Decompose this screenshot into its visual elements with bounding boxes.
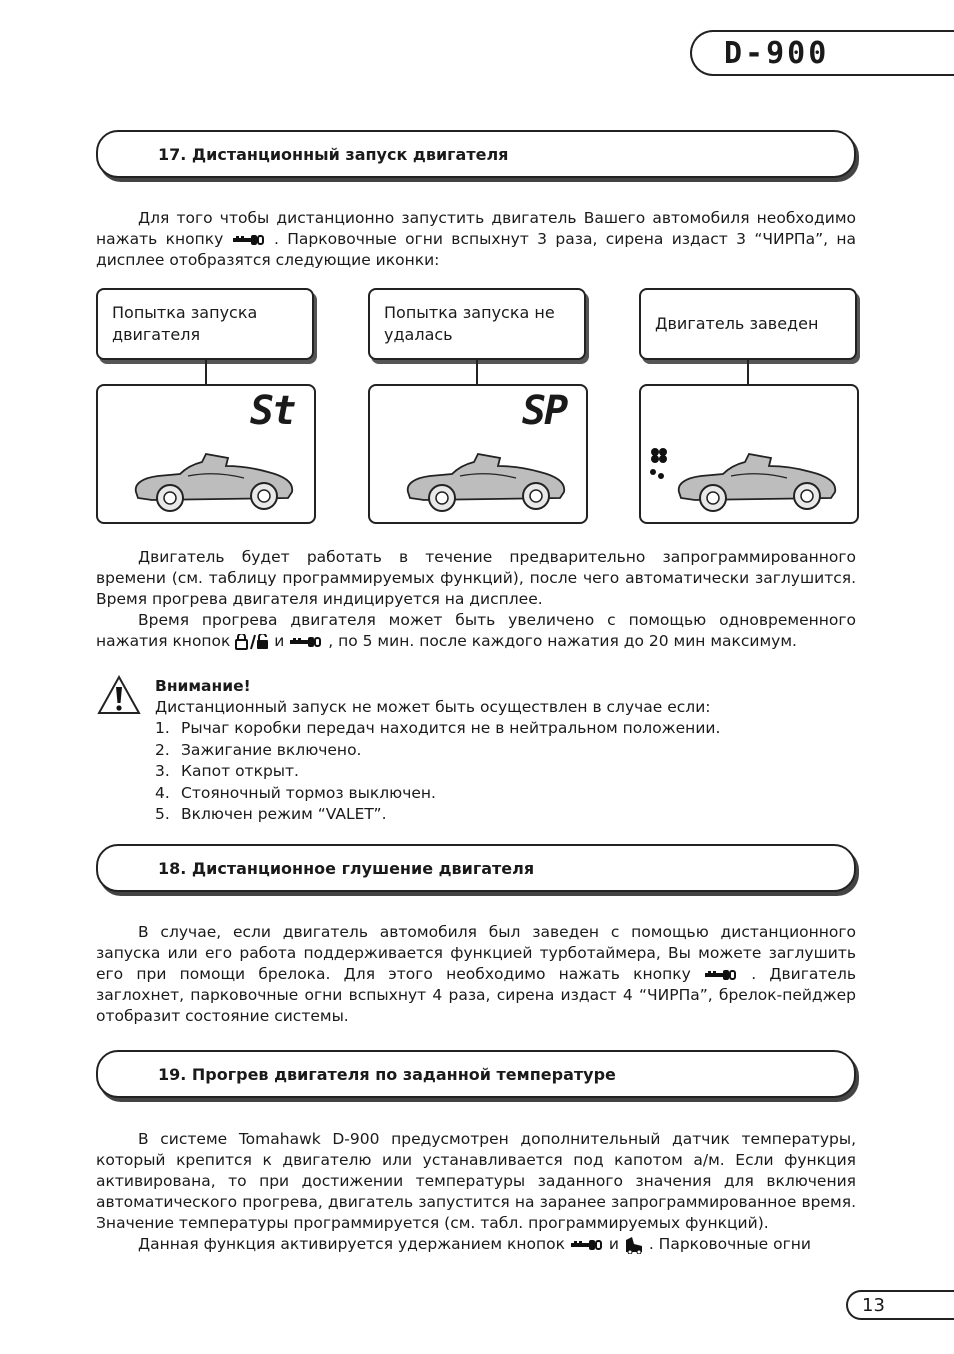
- warning-text: Дистанционный запуск не может быть осуществлен в случае если:: [155, 698, 711, 716]
- section-17-title: 17. Дистанционный запуск двигателя: [158, 145, 509, 164]
- connector-line: [476, 360, 478, 384]
- car-trunk-icon: [624, 1236, 644, 1254]
- label-start-attempt: Попытка запуска двигателя: [96, 288, 314, 360]
- section-18-title: 18. Дистанционное глушение двигателя: [158, 859, 535, 878]
- lock-unlock-icon: [235, 634, 269, 650]
- engine-key-icon: [232, 233, 266, 247]
- section-17-body: [96, 547, 856, 652]
- paragraph-run-time: Двигатель будет работать в течение предварительно запрограммированного времени (см. таблицу программируемых функций), после чего автоматически заглушится. Время прогрева двигателя индицируется на дисплее.: [96, 548, 856, 608]
- car-icon: [400, 448, 570, 516]
- model-badge: [690, 30, 954, 76]
- warning-title: Внимание!: [155, 677, 251, 695]
- conditions-list: [155, 718, 855, 826]
- label-start-failed: Попытка запуска не удалась: [368, 288, 586, 360]
- list-item: 4. Стояночный тормоз выключен.: [155, 783, 436, 802]
- section-19-title: 19. Прогрев двигателя по заданной температуре: [158, 1065, 616, 1084]
- section-17-intro: [96, 208, 856, 271]
- intro-text-a: Для того чтобы дистанционно запустить двигатель Вашего автомобиля необходимо нажать кнопку: [96, 209, 856, 248]
- display-code-sp: SP: [522, 388, 567, 434]
- section-18-header: [96, 844, 856, 892]
- list-item: 2. Зажигание включено.: [155, 740, 362, 759]
- paragraph-extend-time: Время прогрева двигателя может быть увеличено с помощью одновременного нажатия кнопок и , по 5 мин. после каждого нажатия до 20 мин максимум.: [96, 611, 856, 650]
- connector-line: [205, 360, 207, 384]
- engine-key-icon: [704, 968, 738, 982]
- section-18-body: В случае, если двигатель автомобиля был заведен с помощью дистанционного запуска или его работа поддерживается функцией турботаймера, Вы можете заглушить его при помощи брелока. Для этого необходимо нажать кнопку . Двигатель заглохнет, парковочные огни вспыхнут 4 раза, сирена издаст 4 “ЧИРПа”, брелок-пейджер отобразит состояние системы.: [96, 923, 856, 1025]
- display-panel-running: [639, 384, 859, 524]
- connector-line: [747, 360, 749, 384]
- section-19-body: В системе Tomahawk D-900 предусмотрен дополнительный датчик температуры, который крепится к двигателю или устанавливается под капотом а/м. Если функция активирована, то при достижении температуры заданного значения для включения автоматического прогрева, двигатель запустится на заранее запрограммированное время. Значение температуры программируется (см. табл. программируемых функций). Данная функция активируется удержанием кнопок и . Парковочные огни: [96, 1130, 856, 1253]
- display-code-st: St: [250, 388, 295, 434]
- label-engine-running: Двигатель заведен: [639, 288, 857, 360]
- car-icon: [128, 448, 298, 516]
- engine-key-icon: [289, 635, 323, 649]
- list-item: 1. Рычаг коробки передач находится не в нейтральном положении.: [155, 719, 721, 737]
- section-19-header: [96, 1050, 856, 1098]
- section-17-header: [96, 130, 856, 178]
- model-name: D-900: [724, 36, 830, 71]
- list-item: 3. Капот открыт.: [155, 762, 299, 780]
- page-number: 13: [862, 1295, 885, 1316]
- page-number-badge: [846, 1290, 954, 1320]
- car-icon: [671, 448, 841, 516]
- warning-block: [155, 676, 855, 826]
- list-item: 5. Включен режим “VALET”.: [155, 805, 387, 823]
- intro-text-b: . Парковочные огни вспыхнут 3 раза, сирена издаст 3 “ЧИРПа”, на дисплее отобразятся следующие иконки:: [96, 230, 857, 269]
- display-panel-failed: [368, 384, 588, 524]
- display-panel-start: [96, 384, 316, 524]
- engine-key-icon: [570, 1238, 604, 1252]
- warning-triangle-icon: [96, 674, 142, 716]
